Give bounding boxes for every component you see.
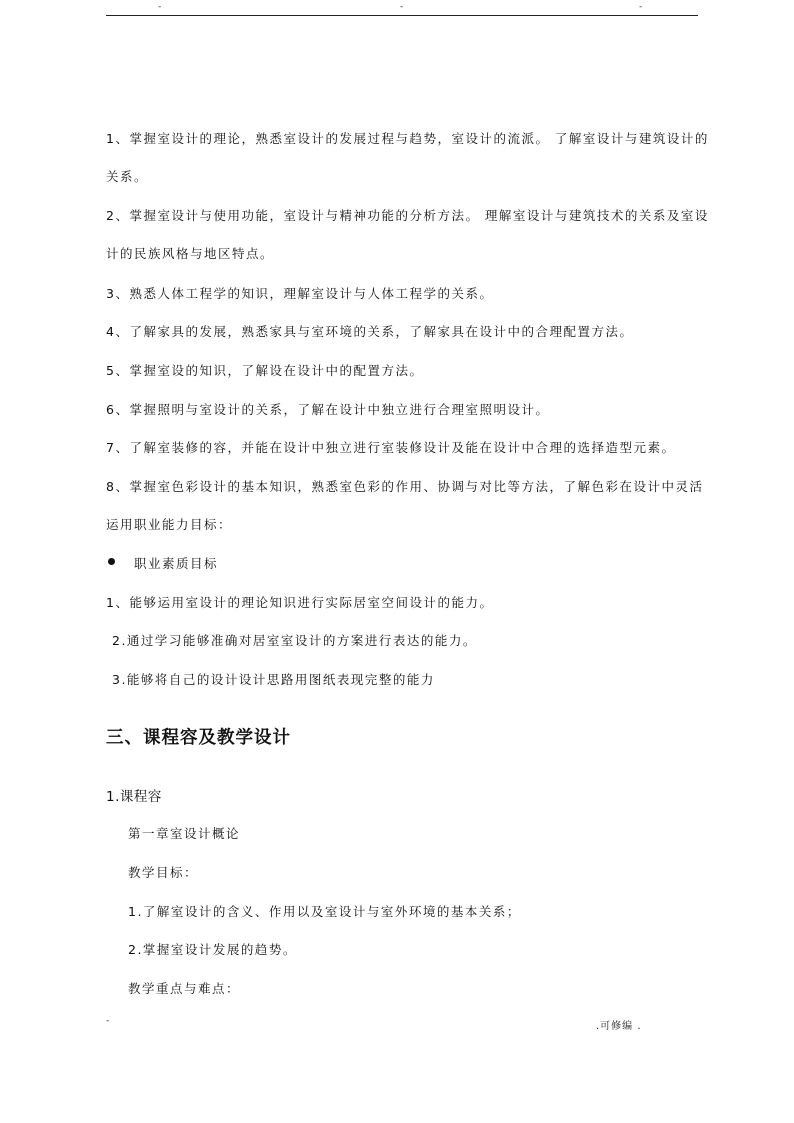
key-points-label: 教学重点与难点： xyxy=(128,981,241,996)
paragraph-line: 8、掌握室色彩设计的基本知识，熟悉室色彩的作用、协调与对比等方法，了解色彩在设计中灵活 xyxy=(106,479,704,494)
quality-item: 1、能够运用室设计的理论知识进行实际居室空间设计的能力。 xyxy=(106,595,494,610)
bullet-item: 职业素质目标 xyxy=(134,556,219,571)
chapter-title: 第一章室设计概论 xyxy=(128,826,241,841)
quality-item: 2.通过学习能够准确对居室室设计的方案进行表达的能力。 xyxy=(112,633,477,648)
paragraph-line: 5、掌握室设的知识，了解设在设计中的配置方法。 xyxy=(106,363,424,378)
footer-text: .可修编 . xyxy=(596,1021,642,1032)
paragraph-line: 1、掌握室设计的理论，熟悉室设计的发展过程与趋势，室设计的流派。 了解室设计与建筑设计的 xyxy=(106,131,709,146)
quality-item: 3.能够将自己的设计设计思路用图纸表现完整的能力 xyxy=(112,672,435,687)
objectives-label: 教学目标： xyxy=(128,865,199,880)
paragraph-line: 3、熟悉人体工程学的知识，理解室设计与人体工程学的关系。 xyxy=(106,286,494,301)
objective-item: 1.了解室设计的含义、作用以及室设计与室外环境的基本关系； xyxy=(128,904,521,919)
footer-mark: - xyxy=(106,1016,110,1026)
paragraph-line: 4、了解家具的发展，熟悉家具与室环境的关系，了解家具在设计中的合理配置方法。 xyxy=(106,324,634,339)
paragraph-line: 运用职业能力目标： xyxy=(106,517,233,532)
section-heading: 三、课程容及教学设计 xyxy=(106,728,291,748)
paragraph-line: 2、掌握室设计与使用功能，室设计与精神功能的分析方法。 理解室设计与建筑技术的关系及室设 xyxy=(106,208,709,223)
objective-item: 2.掌握室设计发展的趋势。 xyxy=(128,942,297,957)
paragraph-line: 7、了解室装修的容，并能在设计中独立进行室装修设计及能在设计中合理的选择造型元素。 xyxy=(106,440,676,455)
subsection-heading: 1.课程容 xyxy=(106,789,162,805)
header-mark-right: - xyxy=(639,2,643,12)
header-rule xyxy=(106,15,698,16)
header-mark-center: - xyxy=(400,2,404,12)
header-mark-left: - xyxy=(158,2,162,12)
bullet-icon xyxy=(108,558,115,565)
paragraph-line: 关系。 xyxy=(106,169,149,184)
paragraph-line: 6、掌握照明与室设计的关系，了解在设计中独立进行合理室照明设计。 xyxy=(106,402,550,417)
paragraph-line: 计的民族风格与地区特点。 xyxy=(106,246,275,261)
